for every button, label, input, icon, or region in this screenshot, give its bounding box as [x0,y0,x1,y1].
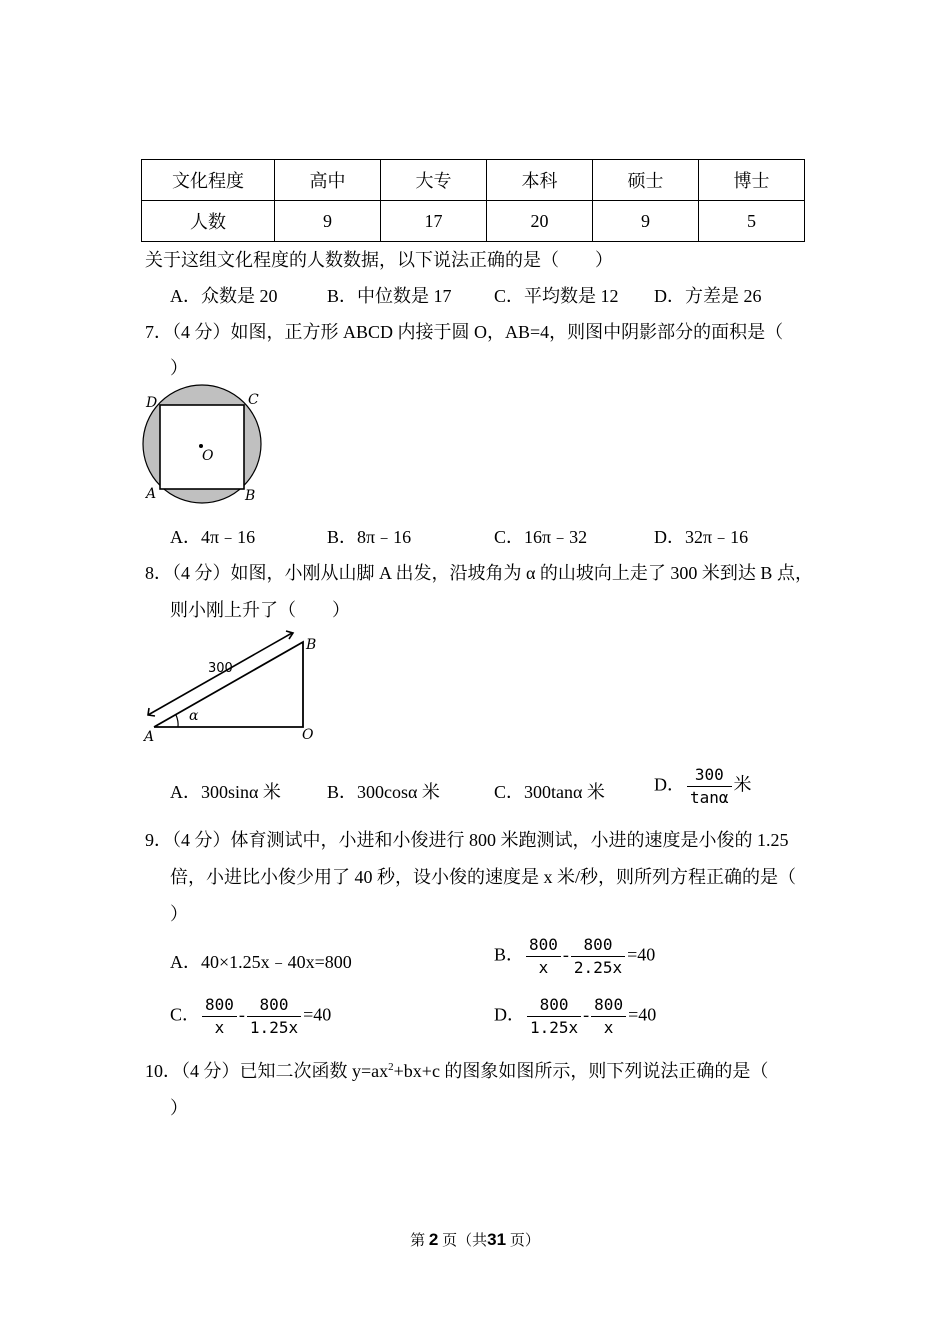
q8-stem-line2: 则小刚上升了（ ） [170,600,350,620]
label-b: B [306,637,317,653]
option-suffix: =40 [628,1004,657,1025]
table-cell: 9 [275,201,381,242]
q8-option-d [654,766,752,807]
option-suffix: =40 [627,944,656,965]
option-prefix: B． [494,944,525,965]
q7-stem-line2: ） [170,358,188,378]
q9-stem-line2: 倍，小进比小俊少用了 40 秒，设小俊的速度是 x 米/秒，则所列方程正确的是（ [170,867,796,887]
angle-arc [176,715,178,727]
table-cell: 17 [381,201,487,242]
label-o: O [302,727,314,743]
q6-option-d: D．方差是 26 [654,286,762,306]
q6-option-a: A．众数是 20 [170,286,278,306]
label-c: C [248,392,259,408]
label-o: O [202,448,214,464]
q9-stem-line3: ） [170,904,188,924]
fraction [247,996,301,1037]
triangle-abo [154,642,303,727]
fraction [687,766,732,807]
q10-stem-line1 [145,1057,768,1083]
numerator: 800 [527,996,581,1017]
table-header-row [142,160,805,201]
label-a: A [144,729,155,745]
table-cell: 9 [593,201,699,242]
q9-stem-line1: 9．（4 分）体育测试中，小进和小俊进行 800 米跑测试，小进的速度是小俊的 1.25 [145,830,789,850]
q7-option-c: C．16π﹣32 [494,527,588,547]
footer-mid: 页（共 [442,1233,488,1249]
label-d: D [146,395,158,411]
numerator: 800 [247,996,301,1017]
q7-option-d: D．32π﹣16 [654,527,749,547]
option-suffix: =40 [303,1004,332,1025]
q8-option-c: C．300tanα 米 [494,782,605,802]
numerator: 800 [526,936,561,957]
denominator: x [214,1018,225,1037]
table-cell: 5 [699,201,805,242]
denominator: 1.25x [249,1018,299,1037]
label-a: A [146,486,157,502]
denominator: x [538,958,549,977]
numerator: 800 [591,996,626,1017]
q7-option-a: A．4π﹣16 [170,527,256,547]
q9-option-b [494,936,655,977]
denominator: x [603,1018,614,1037]
total-pages: 31 [487,1230,507,1249]
minus-sign: - [583,1004,590,1025]
table-cell: 大专 [381,160,487,201]
minus-sign: - [562,944,569,965]
q7-circle-square-figure [138,382,268,508]
q9-option-a: A．40×1.25x﹣40x=800 [170,952,352,972]
numerator: 300 [687,766,732,787]
table-row [142,201,805,242]
numerator: 800 [571,936,625,957]
denominator: 2.25x [573,958,623,977]
label-alpha: α [189,708,199,724]
q6-stem: 关于这组文化程度的人数数据，以下说法正确的是（ ） [145,250,613,270]
q8-slope-figure [140,625,325,747]
fraction [202,996,237,1037]
q8-option-b: B．300cosα 米 [327,782,440,802]
fraction [571,936,625,977]
q7-stem-line1: 7．（4 分）如图，正方形 ABCD 内接于圆 O，AB=4，则图中阴影部分的面积是（ [145,322,784,342]
option-prefix: D． [654,774,685,795]
q7-option-b: B．8π﹣16 [327,527,412,547]
table-cell: 20 [487,201,593,242]
page-number: 2 [428,1230,439,1249]
fraction [526,936,561,977]
label-300: 300 [208,661,233,676]
footer-post: 页） [509,1233,540,1249]
table-cell: 本科 [487,160,593,201]
q9-option-c [170,996,331,1037]
fraction [591,996,626,1037]
q6-option-b: B．中位数是 17 [327,286,452,306]
table-cell: 硕士 [593,160,699,201]
education-table [141,159,805,242]
fraction [527,996,581,1037]
option-prefix: C． [170,1004,201,1025]
q10-stem-prefix: 10．（4 分）已知二次函数 y=ax [145,1061,389,1081]
option-prefix: D． [494,1004,525,1025]
option-suffix: 米 [733,774,752,795]
table-cell: 人数 [142,201,275,242]
q6-option-c: C．平均数是 12 [494,286,619,306]
table-cell: 高中 [275,160,381,201]
numerator: 800 [202,996,237,1017]
page-footer [0,1229,950,1250]
q10-stem-suffix: +bx+c 的图象如图所示，则下列说法正确的是（ [393,1061,769,1081]
denominator: tanα [690,788,729,807]
q8-option-a: A．300sinα 米 [170,782,281,802]
q8-stem-line1: 8．（4 分）如图，小刚从山脚 A 出发，沿坡角为 α 的山坡向上走了 300 米到达 B 点， [145,563,813,583]
minus-sign: - [238,1004,245,1025]
q9-option-d [494,996,656,1037]
q10-stem-line2: ） [170,1098,188,1118]
table-cell: 博士 [699,160,805,201]
footer-pre: 第 [410,1233,426,1249]
superscript: 2 [388,1061,394,1073]
label-b: B [245,488,256,504]
table-cell: 文化程度 [142,160,275,201]
denominator: 1.25x [530,1018,579,1037]
